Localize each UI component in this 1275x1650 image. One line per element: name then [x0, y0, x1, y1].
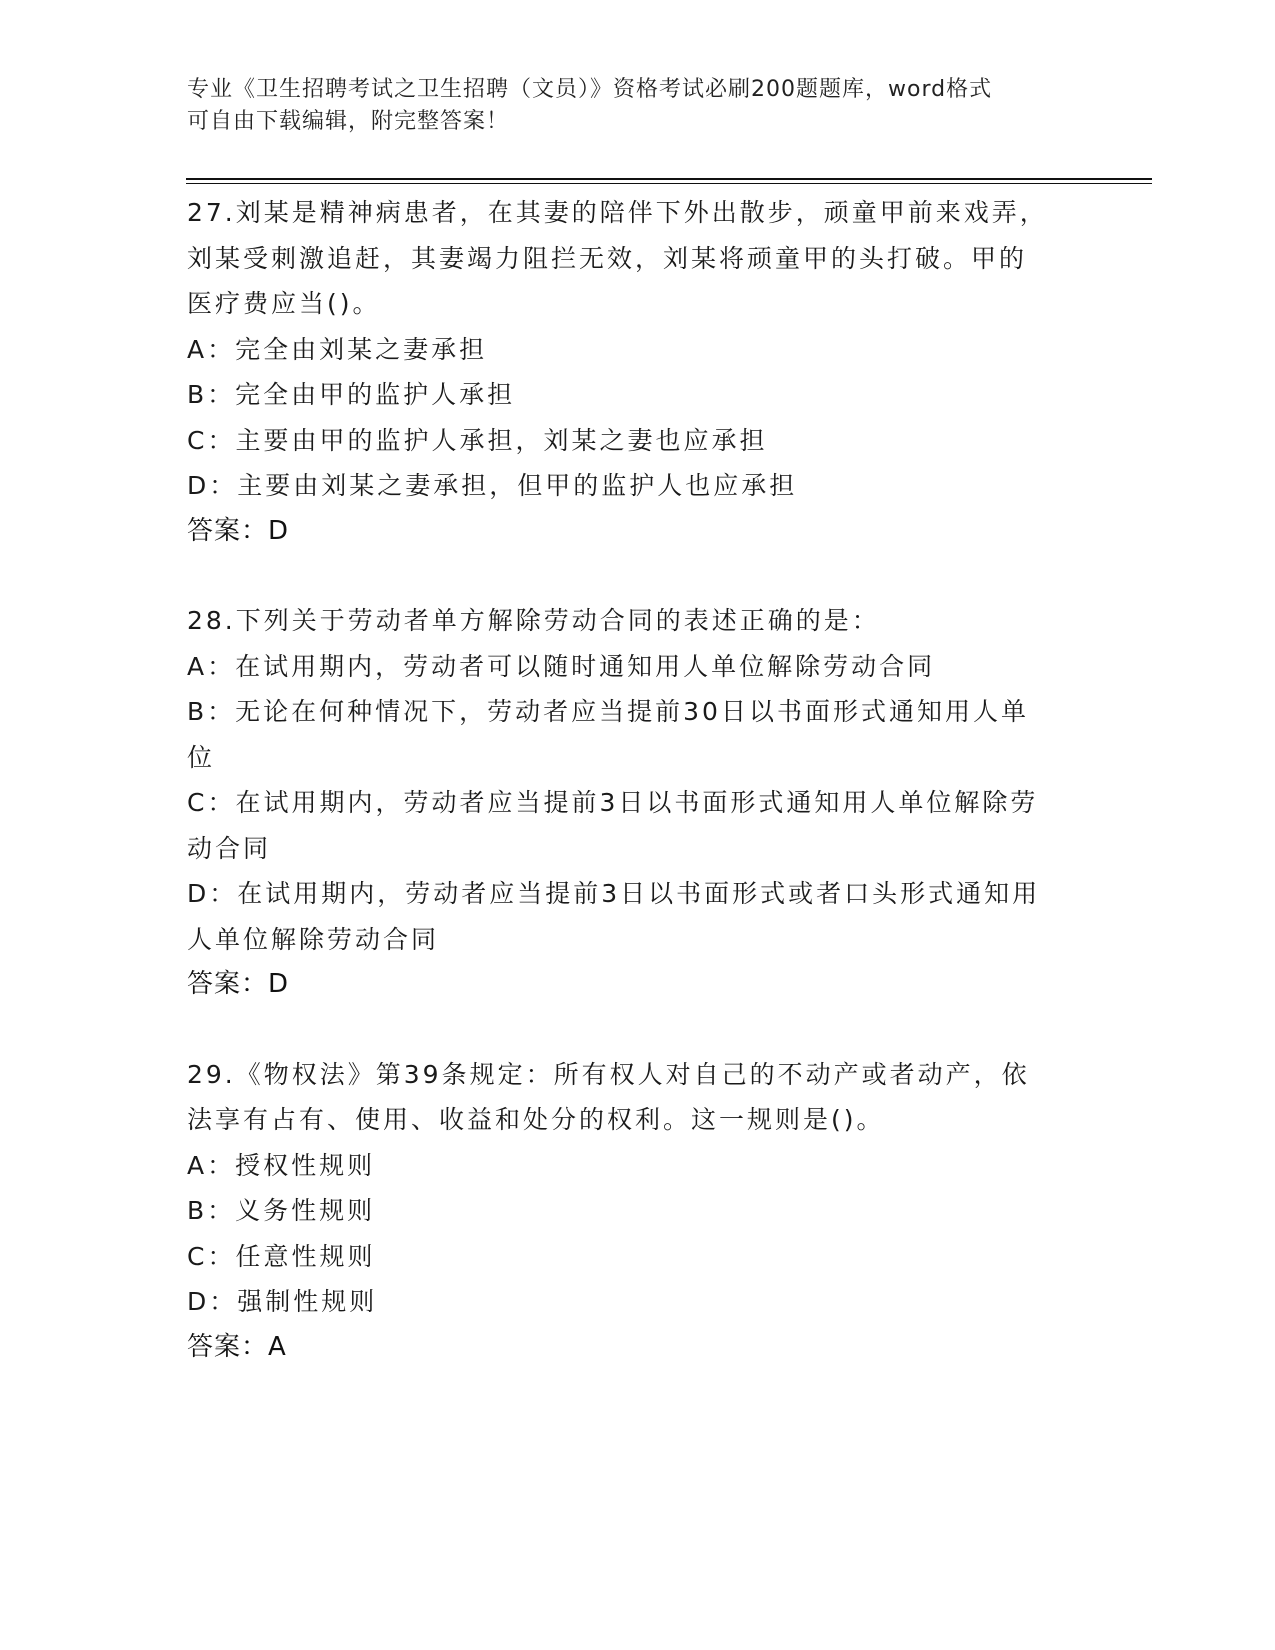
option-c: C：在试用期内，劳动者应当提前3日以书面形式通知用人单位解除劳	[187, 788, 1039, 817]
option-d: D：在试用期内，劳动者应当提前3日以书面形式或者口头形式通知用	[187, 879, 1041, 908]
option-b-continued: 位	[187, 742, 216, 772]
answer-label: 答案：D	[187, 515, 290, 546]
header-line-2: 可自由下载编辑，附完整答案！	[187, 109, 510, 134]
option-b: B：无论在何种情况下，劳动者应当提前30日以书面形式通知用人单	[187, 697, 1029, 726]
option-c: C：主要由甲的监护人承担，刘某之妻也应承担	[187, 425, 768, 455]
question-stem-line: 医疗费应当()。	[187, 289, 381, 318]
header-divider-thick	[186, 178, 1152, 180]
header-line-1: 专业《卫生招聘考试之卫生招聘（文员）》资格考试必刷200题题库，word格式	[187, 77, 993, 102]
document-header	[187, 74, 1087, 138]
option-a: A：完全由刘某之妻承担	[187, 334, 488, 364]
question-stem-line: 刘某受刺激追赶，其妻竭力阻拦无效，刘某将顽童甲的头打破。甲的	[187, 243, 1028, 273]
question-stem-line: 29.《物权法》第39条规定：所有权人对自己的不动产或者动产，依	[187, 1059, 1030, 1089]
option-c-continued: 动合同	[187, 833, 272, 863]
answer-label: 答案：A	[187, 1331, 287, 1362]
answer-label: 答案：D	[187, 969, 290, 999]
header-divider-thin	[186, 183, 1152, 184]
question-stem-line: 法享有占有、使用、收益和处分的权利。这一规则是()。	[187, 1105, 885, 1134]
question-list	[187, 190, 1087, 1414]
question-28	[187, 598, 1087, 1008]
question-29	[187, 1052, 1087, 1371]
question-stem-line: 27.刘某是精神病患者，在其妻的陪伴下外出散步，顽童甲前来戏弄，	[187, 198, 1048, 227]
option-c: C：任意性规则	[187, 1241, 376, 1271]
option-d: D：强制性规则	[187, 1287, 378, 1316]
option-b: B：义务性规则	[187, 1196, 376, 1225]
option-a: A：在试用期内，劳动者可以随时通知用人单位解除劳动合同	[187, 651, 936, 681]
option-a: A：授权性规则	[187, 1150, 376, 1180]
question-stem-line: 28.下列关于劳动者单方解除劳动合同的表述正确的是：	[187, 606, 880, 635]
question-27	[187, 190, 1087, 554]
option-d-continued: 人单位解除劳动合同	[187, 924, 440, 954]
option-d: D：主要由刘某之妻承担，但甲的监护人也应承担	[187, 471, 798, 500]
option-b: B：完全由甲的监护人承担	[187, 380, 516, 409]
